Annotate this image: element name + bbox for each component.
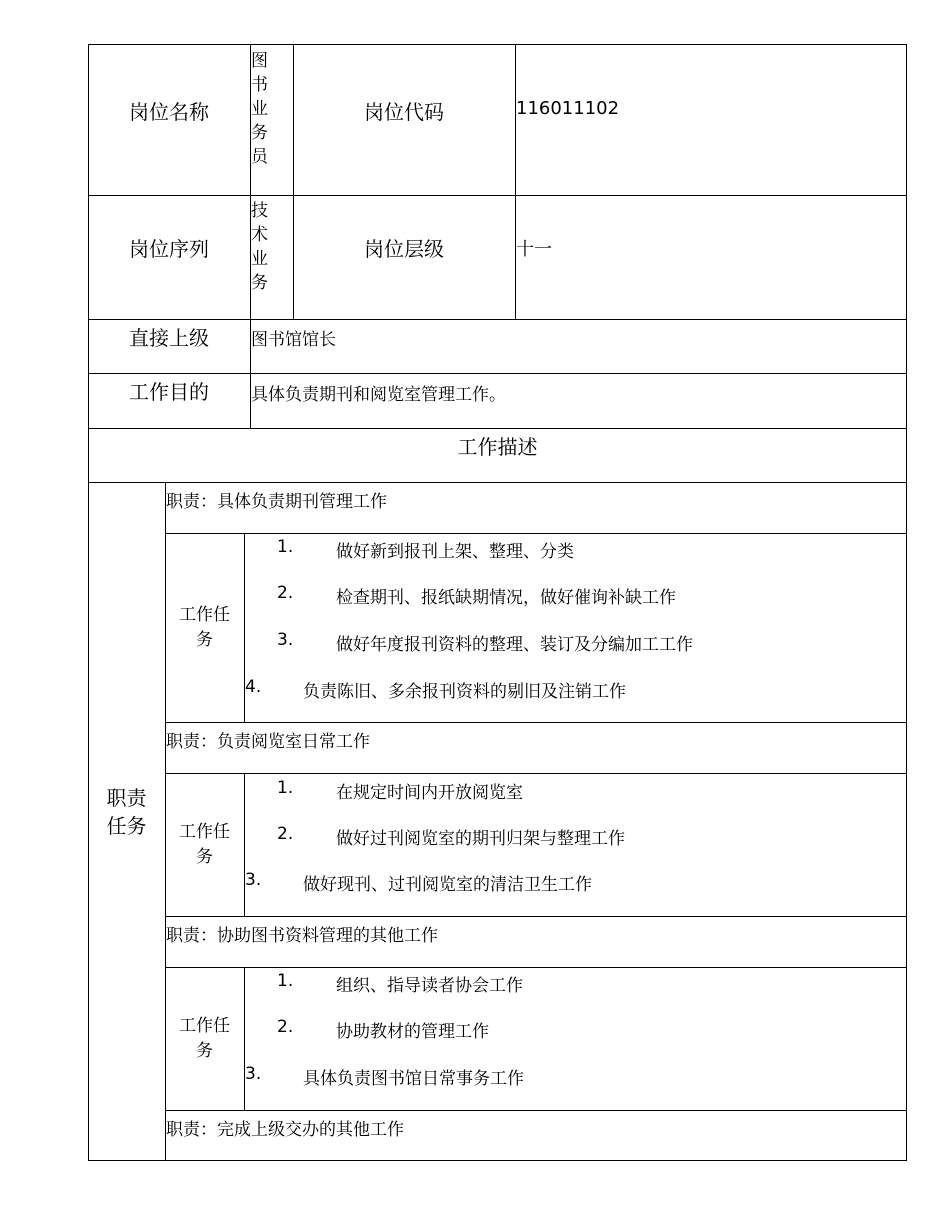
task-text: 负责陈旧、多余报刊资料的剔旧及注销工作 <box>303 682 626 702</box>
duties-label: 职责任务 <box>106 786 147 838</box>
task-number: 3. <box>277 630 294 650</box>
duty-title: 职责：协助图书资料管理的其他工作 <box>166 926 438 946</box>
purpose-label: 工作目的 <box>129 379 209 404</box>
task-number: 2. <box>277 583 294 603</box>
task-text: 协助教材的管理工作 <box>336 1022 489 1042</box>
row-divider <box>165 1110 907 1111</box>
supervisor-value: 图书馆馆长 <box>251 330 336 350</box>
task-number: 1. <box>277 537 294 557</box>
task-text: 做好年度报刊资料的整理、装订及分编加工工作 <box>336 635 693 655</box>
duty-title: 职责：完成上级交办的其他工作 <box>166 1120 404 1140</box>
col-divider <box>515 44 516 320</box>
task-number: 2. <box>277 1017 294 1037</box>
task-label: 工作任务 <box>179 605 230 650</box>
task-text: 组织、指导读者协会工作 <box>336 976 523 996</box>
task-number: 4. <box>245 677 262 697</box>
task-text: 具体负责图书馆日常事务工作 <box>303 1069 524 1089</box>
task-text: 做好现刊、过刊阅览室的清洁卫生工作 <box>303 875 592 895</box>
task-label: 工作任务 <box>179 1016 230 1061</box>
row-divider <box>88 482 907 483</box>
sequence-value: 技术业务 <box>251 201 268 293</box>
task-number: 2. <box>277 824 294 844</box>
task-number: 3. <box>245 1064 262 1084</box>
duty-title: 职责：具体负责期刊管理工作 <box>166 492 387 512</box>
row-divider <box>165 533 907 534</box>
position-code-label: 岗位代码 <box>364 99 444 124</box>
task-number: 1. <box>277 971 294 991</box>
col-divider <box>244 967 245 1111</box>
task-text: 检查期刊、报纸缺期情况，做好催询补缺工作 <box>336 588 676 608</box>
position-name-value: 图书业务员 <box>251 51 268 167</box>
row-divider <box>165 916 907 917</box>
task-text: 做好新到报刊上架、整理、分类 <box>336 542 574 562</box>
sequence-label: 岗位序列 <box>129 236 209 261</box>
task-text: 在规定时间内开放阅览室 <box>336 783 523 803</box>
description-header: 工作描述 <box>457 434 538 459</box>
task-text: 做好过刊阅览室的期刊归架与整理工作 <box>336 829 625 849</box>
supervisor-label: 直接上级 <box>129 325 209 350</box>
task-label: 工作任务 <box>179 822 230 867</box>
duty-title: 职责：负责阅览室日常工作 <box>166 732 370 752</box>
task-number: 1. <box>277 778 294 798</box>
table-border-right <box>906 44 907 1161</box>
position-code-value: 116011102 <box>516 98 620 119</box>
task-number: 3. <box>245 870 262 890</box>
level-value: 十一 <box>516 239 552 260</box>
purpose-value: 具体负责期刊和阅览室管理工作。 <box>251 385 506 405</box>
row-divider <box>165 967 907 968</box>
col-divider <box>244 773 245 917</box>
position-name-label: 岗位名称 <box>129 99 209 124</box>
row-divider <box>165 722 907 723</box>
row-divider <box>165 773 907 774</box>
table-border-bottom <box>88 1160 907 1161</box>
level-label: 岗位层级 <box>364 236 444 261</box>
